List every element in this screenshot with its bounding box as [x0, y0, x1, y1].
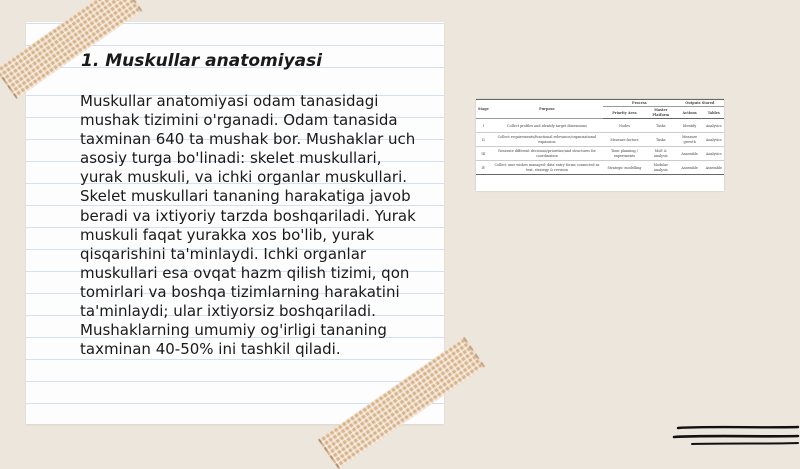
table-cell: III	[476, 147, 491, 161]
table-cell: Collect user wishes managed: data entry forms connected as text, strategy & revision	[491, 161, 603, 175]
table-cell: Identify	[676, 119, 704, 133]
table-row	[476, 161, 724, 175]
table-cell: Assemble	[704, 161, 724, 175]
table-cell: Analytics	[704, 119, 724, 133]
table-row	[476, 133, 724, 147]
decorative-lines	[670, 420, 800, 450]
table-header-cell: Master Platform	[646, 107, 676, 119]
table-cell: Tasks	[646, 133, 676, 147]
table-cell: Assemble	[676, 147, 704, 161]
reference-table-image	[476, 99, 724, 191]
table-header-cell: Tables	[704, 107, 724, 119]
table-header-cell: Outputs Stored	[676, 100, 724, 107]
table-cell: II	[476, 133, 491, 147]
table-cell: Assemble	[676, 161, 704, 175]
table-cell: Collect profiles and identify target dimensions	[491, 119, 603, 133]
table-cell: Nodes	[603, 119, 646, 133]
table-cell: Analytics	[704, 133, 724, 147]
table-header-cell: Actions	[676, 107, 704, 119]
table-cell: IV	[476, 161, 491, 175]
table-header-cell: Priority Area	[603, 107, 646, 119]
table-cell: Measure factors	[603, 133, 646, 147]
table-row	[476, 119, 724, 133]
slide-body-text: Muskullar anatomiyasi odam tanasidagi mushak tizimini o'rganadi. Odam tanasida taxminan 640 ta mushak bor. Mushaklar uch asosiy turga bo'linadi: skelet muskullari, yurak muskuli, va ichki organlar muskullari. Skelet muskullari tananing harakatiga javob beradi va ixtiyoriy tarzda boshqariladi. Yurak muskuli faqat yurakka xos bo'lib, yurak qisqarishini ta'minlaydi. Ichki organlar muskullari esa ovqat hazm qilish tizimi, qon tomirlari va boshqa tizimlarning harakatini ta'minlaydi; ular ixtiyorsiz boshqariladi. Mushaklarning umumiy og'irligi tananing taxminan 40-50% ini tashkil qiladi.	[80, 92, 416, 359]
table-cell: Time planning / experiments	[603, 147, 646, 161]
table-cell: Modular analysis	[646, 161, 676, 175]
table-row	[476, 147, 724, 161]
table-cell: Strategic modelling	[603, 161, 646, 175]
table-cell: Collect requirements/functional relevance/organizational expansion	[491, 133, 603, 147]
table-header-cell: Stage	[476, 100, 491, 119]
slide-title: 1. Muskullar anatomiyasi	[81, 51, 323, 71]
table-cell: Measure growth	[676, 133, 704, 147]
table-cell: Analytics	[704, 147, 724, 161]
table-cell: MoE & analysis	[646, 147, 676, 161]
table-header-cell: Purpose	[491, 100, 603, 119]
table-cell: I	[476, 119, 491, 133]
reference-table	[476, 99, 724, 175]
table-cell: Generate different decisions/prioritize/and structures for coordination	[491, 147, 603, 161]
table-header-cell: Process	[603, 100, 676, 107]
table-header-row	[476, 100, 724, 107]
table-cell: Tasks	[646, 119, 676, 133]
